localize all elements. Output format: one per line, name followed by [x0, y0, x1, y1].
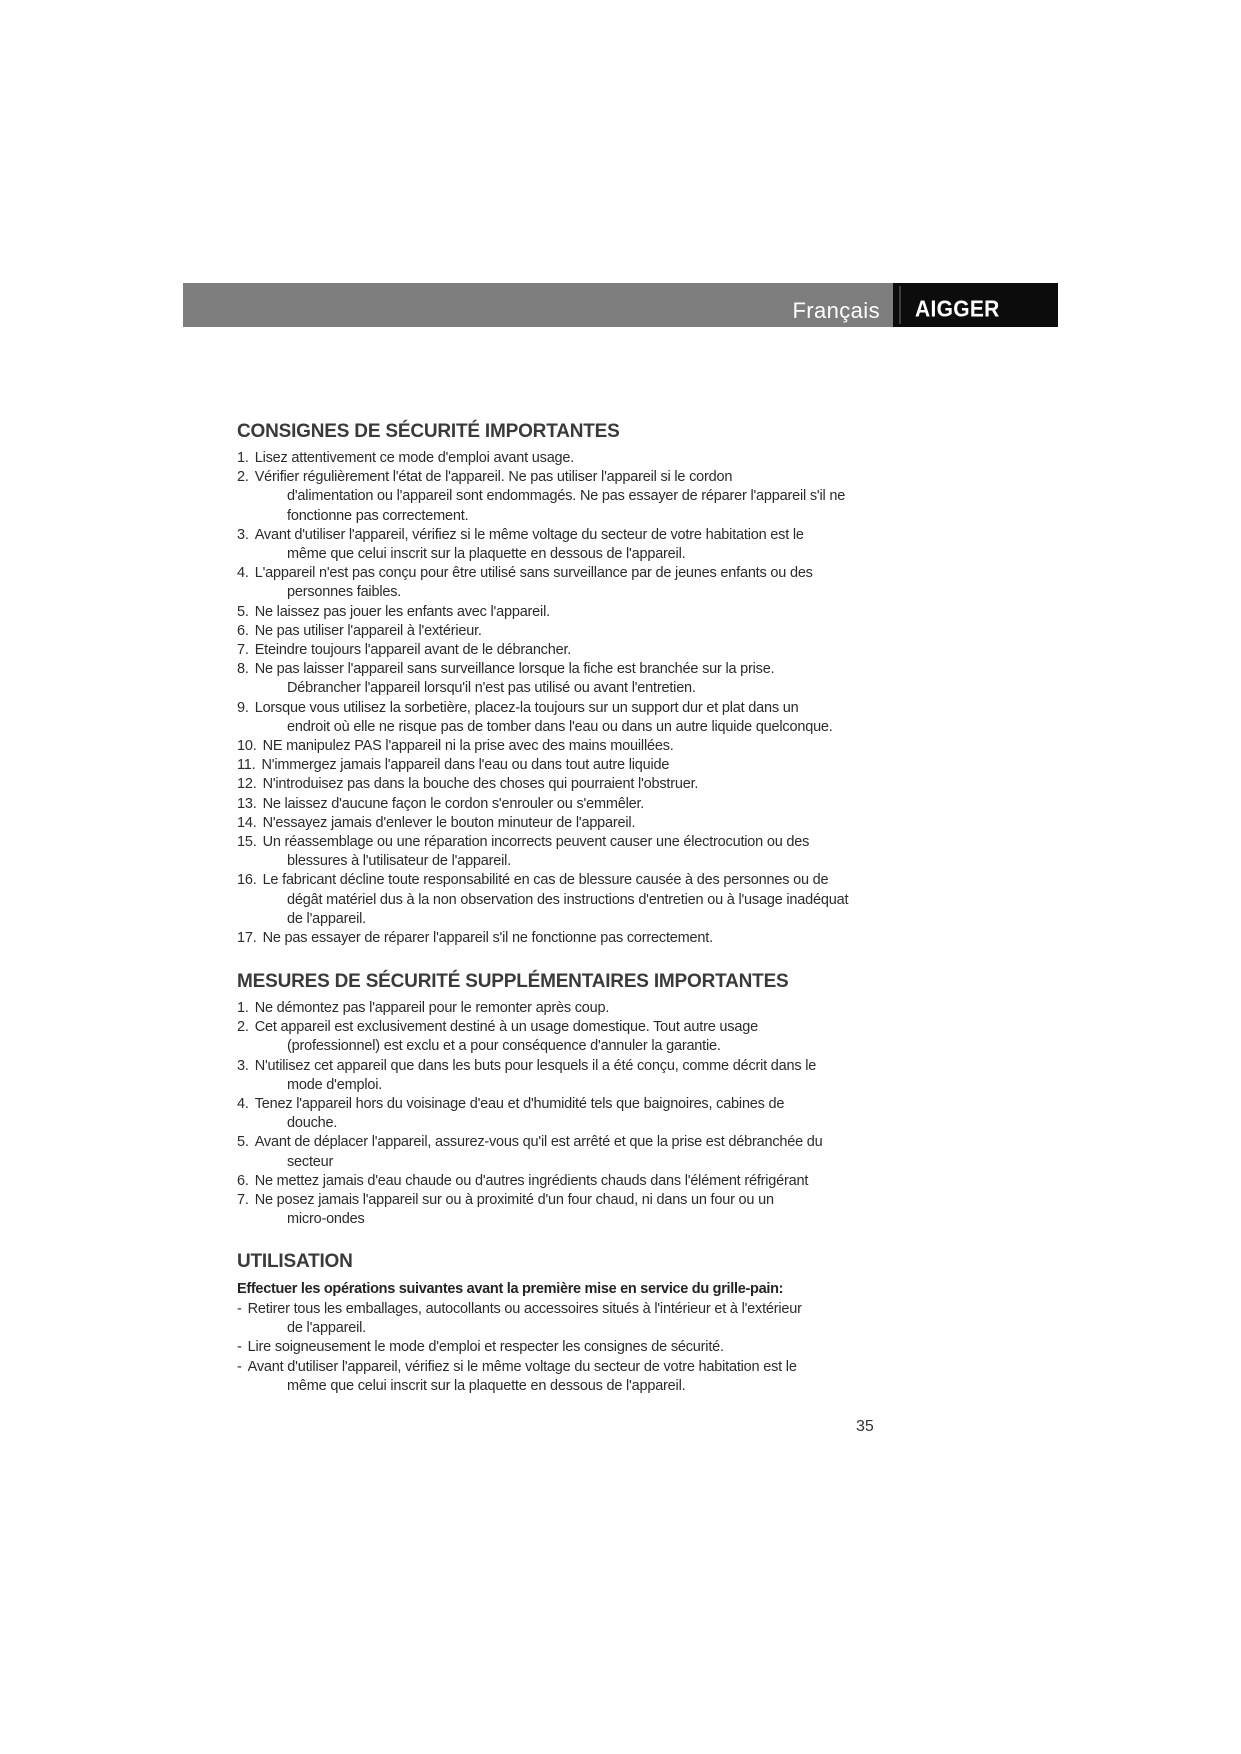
language-label: Français — [792, 298, 880, 323]
item-text-continuation: endroit où elle ne risque pas de tomber dans l'eau ou dans un autre liquide quelconque. — [287, 718, 833, 735]
list-item — [237, 1191, 837, 1229]
list-item — [237, 526, 837, 564]
brand-logo-box — [893, 283, 1058, 327]
item-marker: 14. — [237, 814, 257, 831]
brand-logo: AIGGER — [915, 297, 1000, 323]
item-text: N'immergez jamais l'appareil dans l'eau ou dans tout autre liquide — [261, 757, 670, 774]
item-marker: 10. — [237, 738, 257, 755]
item-text-continuation: mode d'emploi. — [287, 1076, 383, 1093]
item-text: Retirer tous les emballages, autocollants ou accessoires situés à l'intérieur et à l'extérieur — [247, 1301, 802, 1317]
item-marker: 4. — [237, 1096, 249, 1113]
item-text: N'introduisez pas dans la bouche des choses qui pourraient l'obstruer. — [262, 776, 699, 793]
list-item — [237, 564, 837, 602]
item-marker: 1. — [237, 450, 249, 466]
item-marker: 9. — [237, 699, 249, 716]
list-item-line — [237, 833, 837, 852]
item-text: N'utilisez cet appareil que dans les buts pour lesquels il a été conçu, comme décrit dans le — [254, 1057, 817, 1074]
list-item-line — [237, 699, 837, 718]
item-text: Ne laissez d'aucune façon le cordon s'enrouler ou s'emmêler. — [262, 795, 645, 812]
item-marker: 15. — [237, 834, 257, 851]
list-item-line — [237, 660, 837, 679]
section-title-utilisation: UTILISATION — [237, 1251, 353, 1272]
list-item-line — [237, 1191, 837, 1210]
list-item — [237, 775, 837, 794]
list-item-line — [237, 1018, 837, 1037]
list-item-line — [237, 814, 837, 833]
item-text: Ne pas laisser l'appareil sans surveillance lorsque la fiche est branchée sur la prise. — [254, 661, 775, 678]
list-item-line — [237, 871, 837, 890]
item-text-continuation: personnes faibles. — [287, 584, 402, 601]
list-item — [237, 833, 837, 871]
list-item — [237, 1095, 837, 1133]
list-item — [237, 795, 837, 814]
list-item-line — [237, 756, 837, 775]
list-item — [237, 468, 846, 526]
list-item-line — [237, 795, 837, 814]
item-marker: 11. — [237, 757, 256, 774]
item-marker: - — [237, 1301, 242, 1317]
item-text: Ne pas essayer de réparer l'appareil s'il ne fonctionne pas correctement. — [262, 930, 713, 947]
item-marker: 1. — [237, 1000, 249, 1016]
item-text: Avant de déplacer l'appareil, assurez-vous qu'il est arrêté et que la prise est débranchée du — [254, 1134, 823, 1151]
list-item-line — [237, 1095, 837, 1114]
item-text-continuation: secteur — [287, 1153, 334, 1170]
list-item-line — [237, 1338, 837, 1357]
item-marker: 5. — [237, 1134, 249, 1151]
item-text: Tenez l'appareil hors du voisinage d'eau et d'humidité tels que baignoires, cabines de — [254, 1096, 785, 1113]
list-item — [237, 699, 837, 737]
item-text: L'appareil n'est pas conçu pour être utilisé sans surveillance par de jeunes enfants ou des — [254, 565, 813, 582]
list-item-line — [237, 775, 837, 794]
item-text-continuation: blessures à l'utilisateur de l'appareil. — [287, 853, 512, 870]
list-item-line — [237, 929, 837, 948]
item-marker: 6. — [237, 1172, 249, 1189]
list-item-line — [237, 999, 837, 1018]
item-text: Ne mettez jamais d'eau chaude ou d'autres ingrédients chauds dans l'élément réfrigérant — [254, 1172, 809, 1189]
list-item — [237, 1133, 837, 1171]
item-text: NE manipulez PAS l'appareil ni la prise avec des mains mouillées. — [262, 738, 674, 755]
item-text-continuation: de l'appareil. — [287, 1320, 366, 1337]
item-text: Un réassemblage ou une réparation incorrects peuvent causer une électrocution ou des — [262, 834, 810, 851]
item-marker: - — [237, 1339, 242, 1356]
item-text: Avant d'utiliser l'appareil, vérifiez si le même voltage du secteur de votre habitation est le — [254, 526, 804, 543]
list-item — [237, 641, 837, 660]
list-item-line — [237, 1300, 837, 1319]
item-marker: - — [237, 1358, 242, 1375]
list-item-line — [237, 526, 837, 545]
page-header — [183, 283, 1058, 327]
list-item-line — [237, 1358, 837, 1377]
list-item-line — [237, 603, 837, 622]
item-text: Vérifier régulièrement l'état de l'appareil. Ne pas utiliser l'appareil si le cordon — [254, 469, 733, 486]
item-marker: 3. — [237, 526, 249, 543]
item-marker: 12. — [237, 776, 257, 793]
list-item-line — [237, 1172, 837, 1191]
item-marker: 8. — [237, 661, 249, 678]
header-language-band — [183, 283, 893, 327]
item-text: Lorsque vous utilisez la sorbetière, placez-la toujours sur un support dur et plat dans un — [254, 699, 799, 716]
item-text: Lire soigneusement le mode d'emploi et respecter les consignes de sécurité. — [247, 1339, 724, 1356]
list-item-line — [237, 737, 837, 756]
item-marker: 5. — [237, 603, 249, 620]
list-item — [237, 1358, 837, 1396]
list-item-line — [237, 1057, 837, 1076]
item-text: Ne pas utiliser l'appareil à l'extérieur. — [254, 622, 482, 639]
list-item — [237, 871, 849, 929]
item-text: N'essayez jamais d'enlever le bouton minuteur de l'appareil. — [262, 814, 636, 831]
item-text: Ne démontez pas l'appareil pour le remonter après coup. — [254, 1000, 610, 1016]
list-item-line — [237, 468, 837, 487]
item-text: Eteindre toujours l'appareil avant de le débrancher. — [254, 642, 572, 659]
item-marker: 3. — [237, 1057, 249, 1074]
list-item-line — [237, 1133, 837, 1152]
list-item-line — [237, 564, 837, 583]
item-marker: 6. — [237, 622, 249, 639]
item-text-continuation: même que celui inscrit sur la plaquette en dessous de l'appareil. — [287, 546, 686, 563]
list-item — [237, 814, 837, 833]
list-item — [237, 929, 837, 948]
item-marker: 7. — [237, 1192, 249, 1209]
list-item-line — [237, 449, 837, 468]
item-text-continuation: fonctionne pas correctement. — [287, 507, 469, 524]
item-text-continuation: Débrancher l'appareil lorsqu'il n'est pas utilisé ou avant l'entretien. — [287, 680, 696, 697]
list-item-line — [237, 641, 837, 660]
list-item — [237, 449, 837, 468]
section-title-consignes: CONSIGNES DE SÉCURITÉ IMPORTANTES — [237, 421, 620, 442]
item-marker: 2. — [237, 1019, 249, 1036]
list-item — [237, 603, 837, 622]
utilisation-intro: Effectuer les opérations suivantes avant la première mise en service du grille-pain: — [237, 1281, 784, 1297]
list-item — [237, 756, 837, 775]
list-item — [237, 999, 837, 1018]
item-text-continuation: micro-ondes — [287, 1211, 365, 1228]
page-number: 35 — [856, 1418, 874, 1435]
item-text: Ne posez jamais l'appareil sur ou à proximité d'un four chaud, ni dans un four ou un — [254, 1192, 774, 1209]
item-text-continuation: douche. — [287, 1115, 338, 1132]
item-text: Ne laissez pas jouer les enfants avec l'appareil. — [254, 603, 550, 620]
item-text-continuation: dégât matériel dus à la non observation des instructions d'entretien ou à l'usage inadéquat — [287, 891, 849, 908]
list-item — [237, 737, 837, 756]
item-marker: 13. — [237, 795, 257, 812]
item-marker: 2. — [237, 469, 249, 486]
section-list-mesures — [237, 999, 837, 1229]
section-title-mesures: MESURES DE SÉCURITÉ SUPPLÉMENTAIRES IMPORTANTES — [237, 971, 789, 992]
list-item — [237, 1172, 837, 1191]
item-text-continuation: (professionnel) est exclu et a pour conséquence d'annuler la garantie. — [287, 1038, 721, 1055]
item-text: Cet appareil est exclusivement destiné à un usage domestique. Tout autre usage — [254, 1019, 758, 1036]
list-item — [237, 1338, 837, 1357]
item-text-continuation: d'alimentation ou l'appareil sont endommagés. Ne pas essayer de réparer l'appareil s'il ne — [287, 488, 846, 505]
item-marker: 4. — [237, 565, 249, 582]
list-item — [237, 1018, 837, 1056]
list-item — [237, 1057, 837, 1095]
section-list-consignes — [237, 449, 849, 948]
item-text: Avant d'utiliser l'appareil, vérifiez si le même voltage du secteur de votre habitation est le — [247, 1358, 797, 1375]
item-marker: 16. — [237, 872, 257, 889]
item-text-continuation: même que celui inscrit sur la plaquette en dessous de l'appareil. — [287, 1377, 686, 1394]
list-item-line — [237, 622, 837, 641]
item-marker: 17. — [237, 930, 257, 947]
item-text-continuation: de l'appareil. — [287, 910, 366, 927]
list-item — [237, 1300, 837, 1338]
item-text: Lisez attentivement ce mode d'emploi avant usage. — [254, 450, 575, 466]
section-list-utilisation — [237, 1300, 837, 1396]
list-item — [237, 622, 837, 641]
item-marker: 7. — [237, 642, 249, 659]
list-item — [237, 660, 837, 698]
item-text: Le fabricant décline toute responsabilité en cas de blessure causée à des personnes ou de — [262, 872, 829, 889]
